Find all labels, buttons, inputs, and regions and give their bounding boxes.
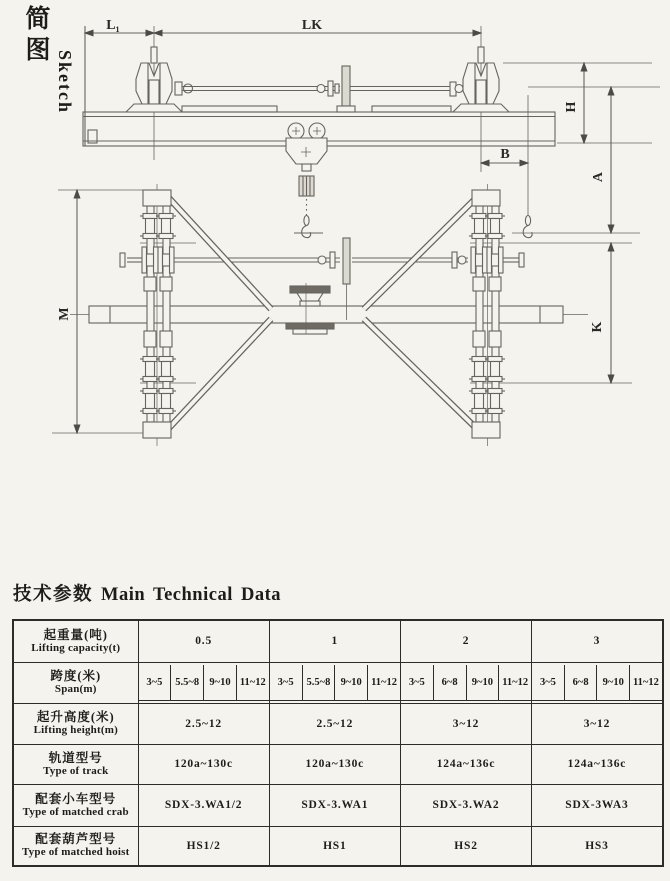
dimension-labels (57, 18, 606, 332)
row-track-type (13, 744, 663, 784)
dim-label-a: A (591, 171, 606, 183)
section-title (13, 580, 281, 606)
track-cell: 120a~130c (269, 744, 400, 784)
row-label-cn: 轨道型号 (48, 750, 103, 765)
row-label-cn: 起重量(吨) (43, 627, 108, 642)
crab-cell: SDX-3.WA1 (269, 784, 400, 826)
span-cell: 3~5 (139, 665, 172, 700)
crab-cell: SDX-3.WA1/2 (138, 784, 269, 826)
section-title-en: Main Technical Data (101, 585, 281, 605)
technical-data-table (12, 619, 664, 867)
span-cell: 3~5 (270, 665, 303, 700)
lower-view (52, 184, 632, 446)
span-cell: 3~5 (401, 665, 434, 700)
row-label-lifting-height (13, 703, 138, 744)
dim-a (512, 87, 660, 233)
span-cells (532, 662, 663, 703)
span-cell: 9~10 (597, 665, 630, 700)
row-label-cn: 起升高度(米) (36, 710, 115, 724)
track-cell: 124a~136c (400, 744, 531, 784)
row-lifting-capacity (13, 620, 663, 662)
row-label-en: Type of matched hoist (21, 846, 130, 859)
dim-label-lk: LK (301, 18, 323, 33)
dim-label-h: H (564, 101, 579, 113)
span-cell: 11~12 (239, 676, 266, 688)
span-cell: 11~12 (371, 676, 397, 688)
sketch-title-en: Sketch (55, 50, 75, 115)
track-cell: 124a~136c (532, 744, 663, 784)
hoist-cell: HS3 (532, 826, 663, 866)
left-track-wheel (126, 47, 182, 112)
row-label-lifting-capacity (13, 620, 138, 662)
row-span (13, 662, 663, 703)
row-label-en: Type of track (43, 764, 109, 777)
hoist-cell: HS2 (400, 826, 531, 866)
crab-cell: SDX-3WA3 (532, 784, 663, 826)
row-label-cn: 配套葫芦型号 (35, 832, 117, 847)
capacity-cell: 1 (269, 620, 400, 662)
row-label-en: Lifting height(m) (33, 724, 118, 736)
span-cells (138, 662, 269, 703)
row-label-span (13, 662, 138, 703)
row-label-matched-crab (13, 784, 138, 826)
dim-label-b: B (500, 147, 510, 162)
row-label-en: Span(m) (54, 683, 97, 695)
crab-cell: SDX-3.WA2 (400, 784, 531, 826)
capacity-cell: 2 (400, 620, 531, 662)
row-matched-crab (13, 784, 663, 826)
span-cell: 6~8 (565, 665, 598, 700)
row-label-cn: 跨度(米) (50, 669, 102, 683)
drive-shaft-upper (175, 66, 463, 112)
row-label-track-type (13, 744, 138, 784)
row-lifting-height (13, 703, 663, 744)
row-label-matched-hoist (13, 826, 138, 866)
hoist-cell: HS1 (269, 826, 400, 866)
sketch-title-cn: 简图 (22, 5, 49, 67)
span-cell: 11~12 (502, 676, 529, 688)
row-label-en: Lifting capacity(t) (31, 641, 121, 654)
track-cell: 120a~130c (138, 744, 269, 784)
row-matched-hoist (13, 826, 663, 866)
hoist-cell: HS1/2 (138, 826, 269, 866)
lifting-height-cell: 2.5~12 (138, 703, 269, 744)
span-cell: 9~10 (204, 665, 237, 700)
section-title-cn: 技术参数 (13, 585, 94, 605)
lifting-height-cell: 2.5~12 (269, 703, 400, 744)
lifting-height-cell: 3~12 (400, 703, 531, 744)
row-label-en: Type of matched crab (22, 805, 129, 818)
capacity-cell: 0.5 (138, 620, 269, 662)
span-cell: 5.5~8 (303, 665, 336, 700)
hoist-trolley (286, 123, 327, 238)
dim-label-l1: L₁ (106, 18, 120, 33)
dim-label-k: K (590, 321, 605, 333)
trolley-hook (302, 216, 311, 238)
span-cells (400, 662, 531, 703)
span-cell: 9~10 (467, 665, 500, 700)
right-track-wheel (453, 47, 509, 112)
row-label-cn: 配套小车型号 (35, 791, 117, 806)
span-cell: 3~5 (532, 665, 565, 700)
lifting-height-cell: 3~12 (532, 703, 663, 744)
span-cells (269, 662, 400, 703)
span-cell: 6~8 (434, 665, 467, 700)
span-cell: 9~10 (335, 665, 368, 700)
dim-label-m: M (57, 307, 72, 321)
span-cell: 11~12 (633, 676, 659, 688)
capacity-cell: 3 (532, 620, 663, 662)
span-cell: 5.5~8 (171, 665, 204, 700)
